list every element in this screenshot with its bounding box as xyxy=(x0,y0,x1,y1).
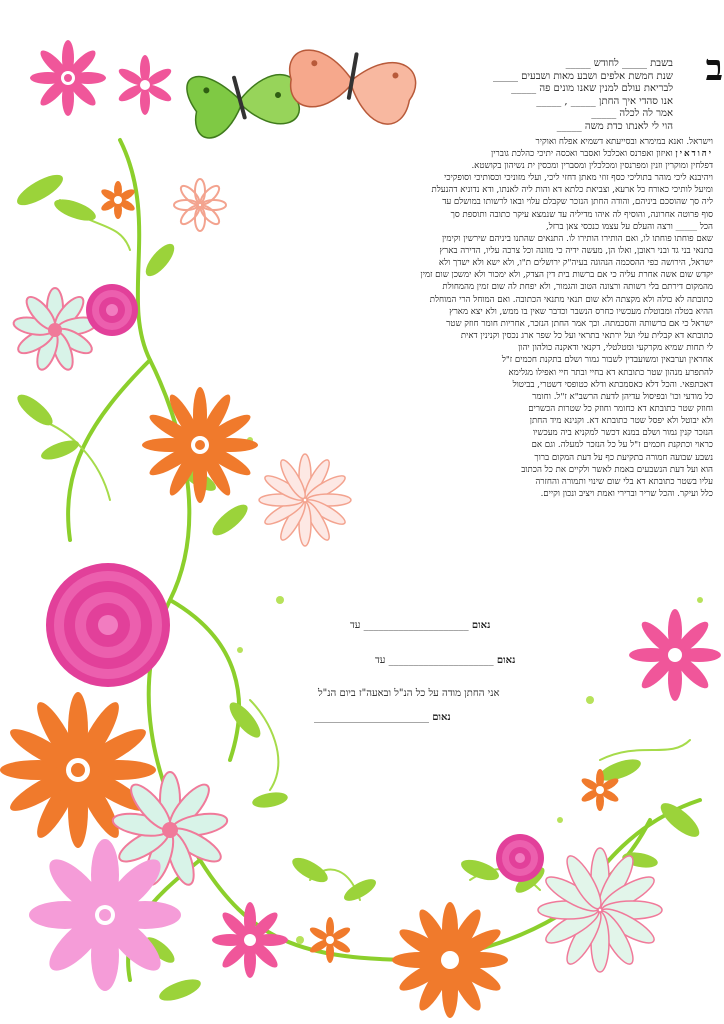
flower-lilac-bottom xyxy=(29,839,181,991)
opening-letter: ב xyxy=(705,47,723,89)
body-line: כראוי וכתקנת חכמים ז"ל על כל הנזכר למעלה. וגם אם xyxy=(531,440,713,451)
body-line: ומיעל לותיכי כאורח כל ארעא, וצביאת כלתא דא והות ליה לאנתו, ודא נדוניא דהנעלת xyxy=(431,185,713,196)
flower-pink-top-left-2 xyxy=(117,55,174,115)
body-line: מהמקום דירתם בלי רשותה ורצונה הטוב והגמור, ולא יפחת לה שום זמין מהמחולת xyxy=(442,282,713,293)
ketubah-body xyxy=(213,136,713,501)
header-line-4: אנו סהדי איך החתן _____ , _____ xyxy=(536,95,673,107)
flower-mint-left xyxy=(12,288,98,372)
header-line-5: אמר לה לכלה _____ xyxy=(591,108,673,120)
flower-pink-bottom xyxy=(212,902,288,978)
body-line: ההיא בטלה ומבוטלת מעכשיו כחרס הנשבר וכדבר שאין בו ממש, ולא יצא מארץ xyxy=(449,306,713,317)
flower-orange-small xyxy=(100,181,137,219)
body-line: ליה סך שהוסכם ביניהם, והודה החתן הנזכר שקבלם עלוי ובאו לרשותו במושלם עד xyxy=(442,197,713,208)
body-line: הנזכר קנין גמור ושלם במנא דכשר למקניא ביה מעכשיו xyxy=(532,428,713,439)
body-line: דפלחין ומוקרין וזנין ומפרנסין ומכלכלין ומסברין ומכסין ית נשיהון בקושטא. xyxy=(471,160,713,171)
body-line: להתפרע מנהון שטר כתובתא דא בחיי ובתר חיי ואפילו מגלימא xyxy=(508,367,713,378)
ketubah-header xyxy=(213,47,723,134)
flower-pink-top-left xyxy=(30,40,106,116)
dahlia-magenta-small xyxy=(86,284,138,336)
witness-2-signature: נאום _____________________ עד xyxy=(375,655,516,666)
body-line: כלל ועיקר. והכל שריר וברירי ואמת ויציב ונכון וקיים. xyxy=(540,489,713,500)
body-line: ויהיבנא ליכי מוהר בתוליכי כסף זוזי מאתן דחזי ליכי, ועלי מזוניכי וכסותיכי וסופקיכי xyxy=(444,173,713,184)
body-line: ישראל כי אם ברשותה והסכמתה. וכך אמר החתן הנזכר, אחריות חומר חוזק שטר xyxy=(446,318,713,329)
body-line: כל מודעי וכו' ובפיסול עדיהן לדעת הרשב"א ז"ל. וחומר xyxy=(532,391,713,402)
groom-acknowledgement: אני החתן מודה על כל הנ"ל ובאעה"ז ביום הנ"ל xyxy=(318,688,500,699)
body-line: וישראל. ואנא במימרא ובסייעתא דשמיא אפלח ואוקיר xyxy=(535,136,713,147)
body-line: דאכתפאי. והכל דלא כאסמכתא ודלא כטופסי דשטרי, בביטול xyxy=(512,379,713,390)
header-line-3: לבריאת עולם למנין שאנו מונים פה _____ xyxy=(511,83,673,95)
body-line: וחוזק שטר כתובתא דא כחומר וחוזק כל שטרות הכשרים xyxy=(528,404,713,414)
body-line: סוף פרוטה אחרונה, והוסיף לה איהו מדיליה עד שנמצא עיקר כתובה ותוספת סך xyxy=(450,209,713,220)
body-line: אחראין וערבאין ומשועבדין לשבור גמור ושלם בתקנת חכמים ז"ל xyxy=(501,355,713,366)
witness-1-signature: נאום _____________________ עד xyxy=(350,620,491,631)
flower-pink-right xyxy=(629,609,721,701)
body-line: הכל _____ ורצה והעלם על עצמו כנכסי צאן ברזל, xyxy=(546,221,713,232)
body-line: כתובתה לא כולה ולא מקצתה ולא שום תנאי מתנאי הכתובה. ואם המוחל הרי המוחלת xyxy=(429,294,713,305)
body-line: ולא יבוטל ולא יפסל שטר כתובתא דא. וקנינא מיד החתן xyxy=(529,416,713,427)
body-line: ישראל, הירושה כפי ההסכמה הנהוגה בעיה"ק ירושלים ת"ו, ולא ישא ולא ישדך ולא xyxy=(438,258,713,269)
body-line: כתובתא דא קבלית עלי ועל ירתאי בתראי ועל כל שפר ארג נכסין וקנינין דאית xyxy=(460,331,713,342)
witness-name: יהודאין xyxy=(675,148,713,159)
body-line: שאם פוחתו פוחתו לו, ואם הותירו הותירו לו. התנאים שהתנו ביניהם שירשין וקימין xyxy=(441,233,713,244)
body-line: יקדש שום אשה אחרת עליה כי אם ברשות בית דין הצדק, ולא ימכור ולא ימשכן שום זמין xyxy=(420,270,713,281)
body-line: לי תחות שמיא מקרקעי ומטלטלי, דקנאי ודאקנה כולהון יהון xyxy=(518,343,713,354)
dahlia-magenta-large xyxy=(46,563,170,687)
header-line-1: בשבת _____ לחודש _____ xyxy=(565,58,673,69)
body-line: יהודאין ואיזון ואפרנס ואכלכל ואסבר ואכסה יתיכי כהלכת גוברין xyxy=(491,148,713,159)
body-line: בתנאי בני גד ובני ראובן, ואלו הן, מעשה ידיה כי מזונה וכל צרכה עליו, הדירה בארץ xyxy=(439,245,713,256)
body-line: נשבע שבועה חמורה בתקיעת כף על דעת המקום ברוך xyxy=(534,452,713,463)
body-line: עליו בשטר כתובתא דא בלי שום שינוי ותמורה והחזרה xyxy=(535,476,713,487)
body-line: הוא ועל דעת הנשבעים באמת לאשר ולקיים את כל הכתוב xyxy=(521,464,713,475)
ketubah-text xyxy=(213,47,723,500)
header-line-2: שנת חמשת אלפים ושבע מאות ושבעים _____ xyxy=(493,70,673,82)
dahlia-magenta-right xyxy=(496,834,544,882)
header-line-6: הוי לי לאנתו כדת משה _____ xyxy=(556,120,673,132)
flower-orange-bottom-mid xyxy=(392,902,508,1018)
groom-signature: נאום _______________________ xyxy=(314,712,451,723)
